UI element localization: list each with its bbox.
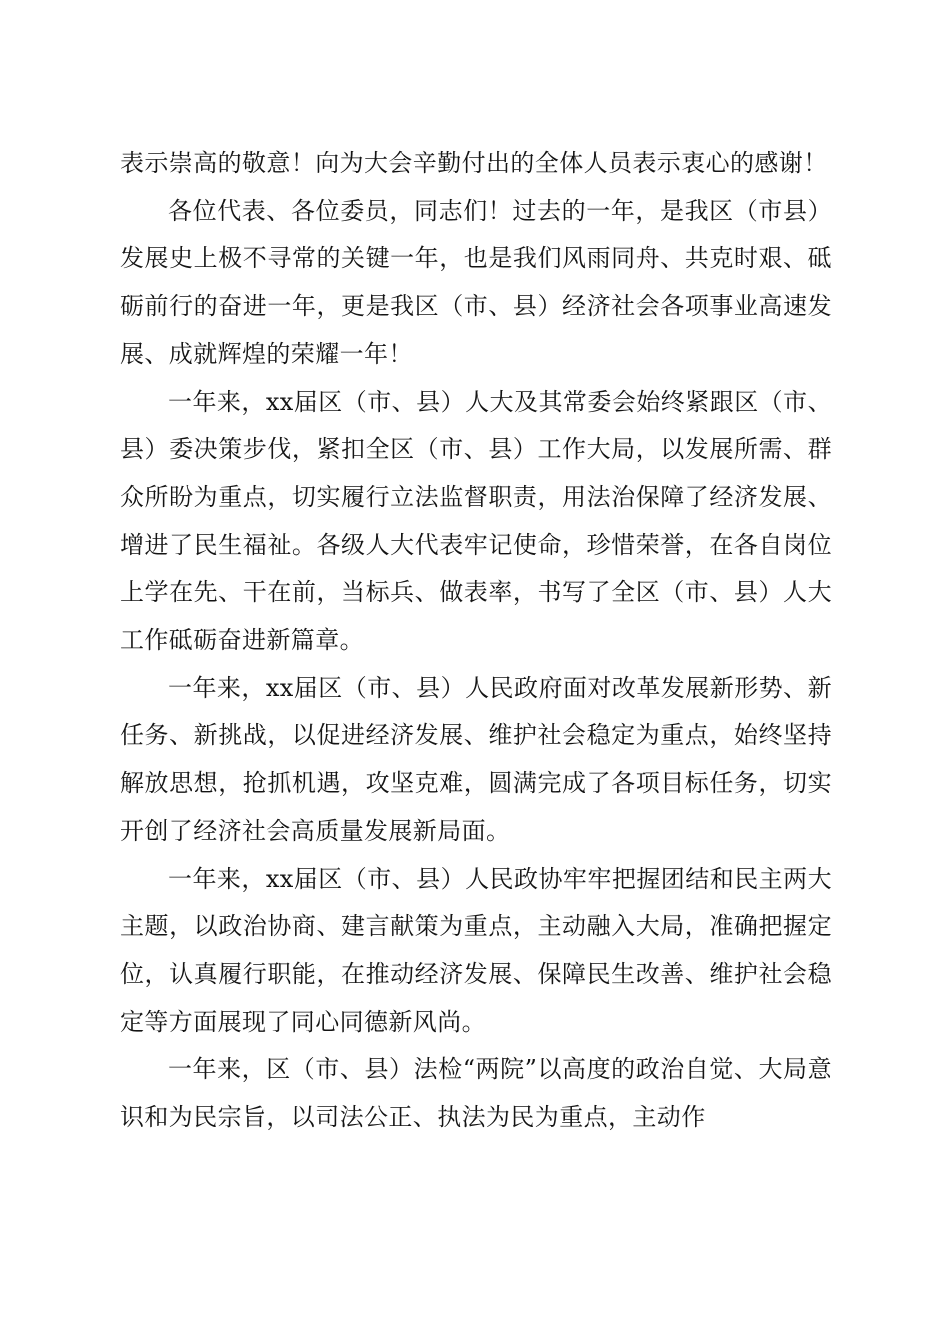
paragraph-6: 一年来，区（市、县）法检“两院”以高度的政治自觉、大局意识和为民宗旨，以司法公正、执法为民为重点，主动作 <box>120 1055 832 1132</box>
paragraph-3: 一年来，xx届区（市、县）人大及其常委会始终紧跟区（市、县）委决策步伐，紧扣全区（市、县）工作大局，以发展所需、群众所盼为重点，切实履行立法监督职责，用法治保障了经济发展、增进了民生福祉。各级人大代表牢记使命，珍惜荣誉，在各自岗位上学在先、干在前，当标兵、做表率，书写了全区（市、县）人大工作砥砺奋进新篇章。 <box>120 387 832 655</box>
paragraph-2: 各位代表、各位委员，同志们！过去的一年，是我区（市县）发展史上极不寻常的关键一年，也是我们风雨同舟、共克时艰、砥砺前行的奋进一年，更是我区（市、县）经济社会各项事业高速发展、成就辉煌的荣耀一年！ <box>120 196 832 368</box>
document-body <box>120 140 832 1142</box>
paragraph-4: 一年来，xx届区（市、县）人民政府面对改革发展新形势、新任务、新挑战，以促进经济发展、维护社会稳定为重点，始终坚持解放思想，抢抓机遇，攻坚克难，圆满完成了各项目标任务，切实开创了经济社会高质量发展新局面。 <box>120 673 832 845</box>
paragraph-1: 表示崇高的敬意！向为大会辛勤付出的全体人员表示衷心的感谢！ <box>120 149 828 177</box>
paragraph-5: 一年来，xx届区（市、县）人民政协牢牢把握团结和民主两大主题，以政治协商、建言献策为重点，主动融入大局，准确把握定位，认真履行职能，在推动经济发展、保障民生改善、维护社会稳定等方面展现了同心同德新风尚。 <box>120 864 832 1036</box>
